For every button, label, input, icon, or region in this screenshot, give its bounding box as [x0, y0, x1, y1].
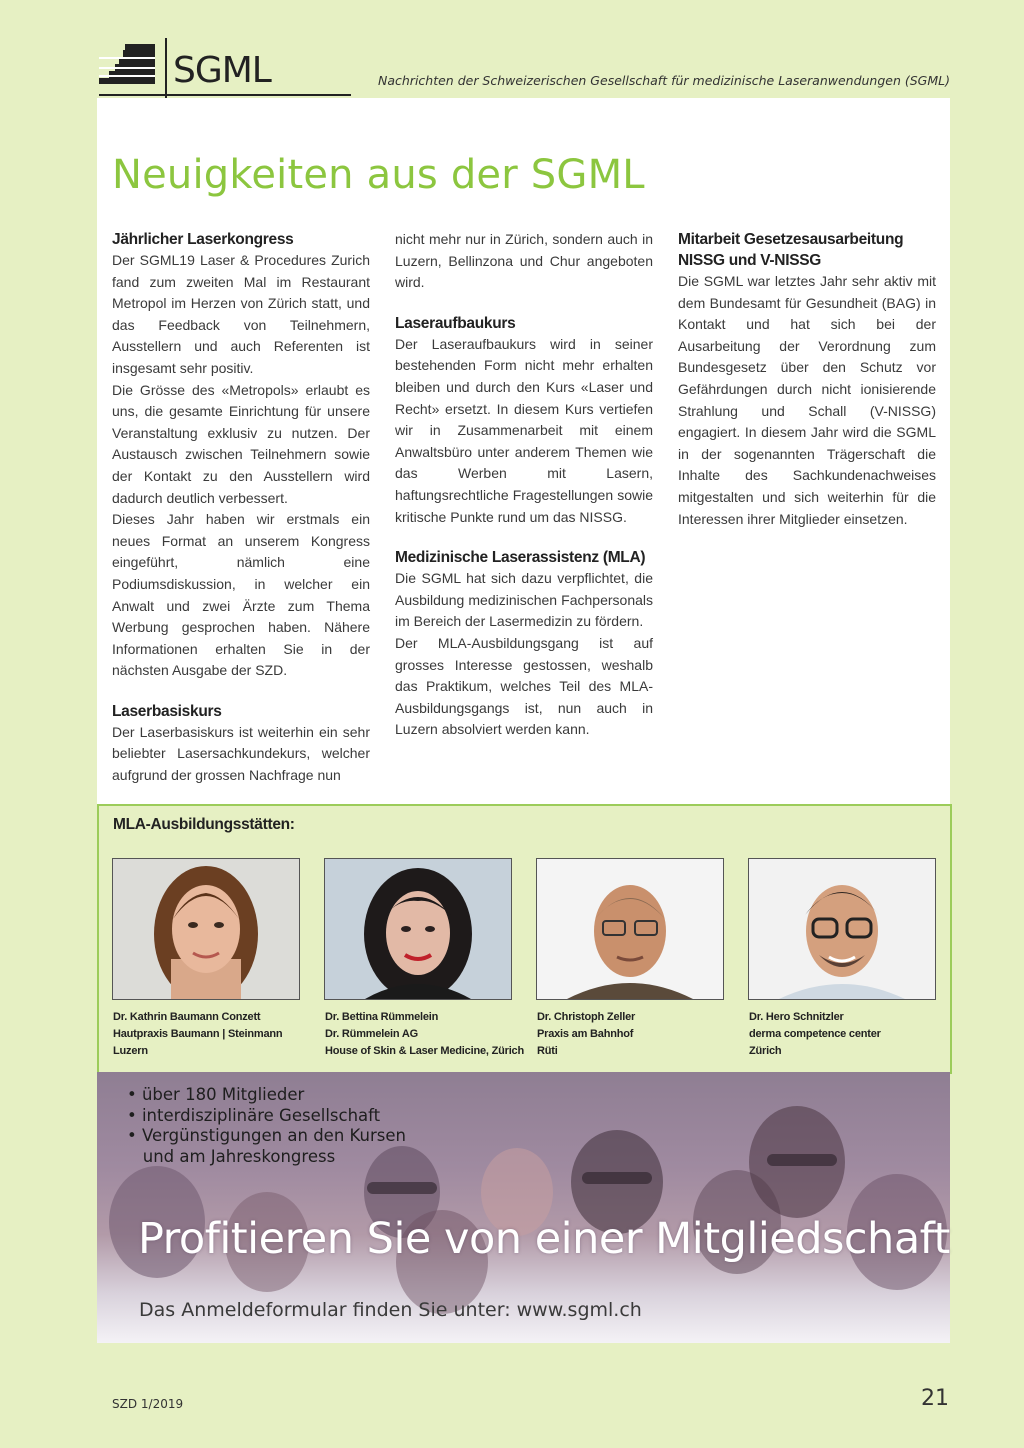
- logo-divider-horizontal: [99, 94, 351, 96]
- paragraph: Der Laseraufbaukurs wird in seiner bestehenden Form nicht mehr erhalten bleiben und durch den Kurs «Laser und Recht» ersetzt. In diesem Kurs vertiefen wir in Zusammenarbeit mit einem Anwaltsbüro unter anderem Themen wie das Werben mit Lasern, haftungsrechtliche Fragestellungen sowie kritische Punkte rund um das NISSG.: [395, 335, 653, 525]
- portrait-caption: [325, 1009, 524, 1060]
- portrait-photo: [748, 858, 936, 1000]
- caption-line: Hautpraxis Baumann | Steinmann: [113, 1028, 283, 1040]
- portrait-photo: [324, 858, 512, 1000]
- article-column-2: [395, 229, 653, 741]
- logo-steps-icon: [97, 38, 163, 94]
- caption-line: Dr. Rümmelein AG: [325, 1028, 418, 1040]
- list-item: • über 180 Mitglieder: [127, 1085, 305, 1104]
- portrait-photo: [536, 858, 724, 1000]
- page-title: Neuigkeiten aus der SGML: [112, 152, 645, 198]
- caption-line: derma competence center: [749, 1028, 881, 1040]
- portrait-caption: [113, 1009, 282, 1060]
- banner-headline: Profitieren Sie von einer Mitgliedschaft: [138, 1214, 950, 1264]
- caption-line: House of Skin & Laser Medicine, Zürich: [325, 1045, 524, 1057]
- caption-line: Praxis am Bahnhof: [537, 1028, 634, 1040]
- header-tagline: Nachrichten der Schweizerischen Gesellschaft für medizinische Laseranwendungen (SGML): [378, 73, 950, 88]
- paragraph: Die SGML war letztes Jahr sehr aktiv mit dem Bundesamt für Gesundheit (BAG) in Kontakt und hat sich bei der Ausarbeitung der Verordnung zum Bundesgesetz über den Schutz vor Gefährdungen durch nicht ionisierende Strahlung und Schall (V-NISSG) engagiert. In diesem Jahr wird die SGML in der sogenannten Trägerschaft die Inhalte des Sachkundenachweises mitgestalten und sich weiterhin für die Interessen ihrer Mitglieder einsetzen.: [678, 273, 936, 527]
- logo-text: SGML: [173, 50, 271, 91]
- page-number: 21: [921, 1386, 949, 1411]
- issue-label: SZD 1/2019: [112, 1397, 184, 1411]
- section-heading: Laseraufbaukurs: [395, 314, 516, 332]
- caption-line: Rüti: [537, 1045, 558, 1057]
- list-item: • interdisziplinäre Gesellschaft: [127, 1105, 381, 1125]
- section-heading: Laserbasiskurs: [112, 702, 222, 720]
- paragraph: nicht mehr nur in Zürich, sondern auch in Luzern, Bellinzona und Chur angeboten wird.: [395, 231, 653, 291]
- caption-line: Luzern: [113, 1045, 148, 1057]
- list-item: und am Jahreskongress: [127, 1147, 336, 1167]
- portrait-caption: [749, 1009, 881, 1060]
- article-column-3: [678, 229, 936, 530]
- list-item: • Vergünstigungen an den Kursen: [127, 1126, 406, 1146]
- article-column-1: [112, 229, 370, 787]
- caption-name: Dr. Christoph Zeller: [537, 1011, 636, 1023]
- paragraph: Der Laserbasiskurs ist weiterhin ein sehr beliebter Lasersachkundekurs, welcher aufgrund der grossen Nachfrage nun: [112, 723, 370, 784]
- paragraph: Der SGML19 Laser & Procedures Zurich fand zum zweiten Mal im Restaurant Metropol im Herzen von Zürich statt, und das Feedback von Teilnehmern, Ausstellern und auch Referenten ist insgesamt sehr positiv.: [112, 252, 370, 376]
- caption-name: Dr. Hero Schnitzler: [749, 1011, 844, 1023]
- section-heading: Medizinische Laserassistenz (MLA): [395, 549, 646, 567]
- section-heading: NISSG und V-NISSG: [678, 252, 822, 269]
- section-heading: Mitarbeit Gesetzesausarbeitung: [678, 231, 904, 248]
- portrait-caption: [537, 1009, 635, 1060]
- paragraph: Die Grösse des «Metropols» erlaubt es uns, die gesamte Einrichtung für unsere Veranstaltung exklusiv zu nutzen. Der Austausch zwischen Teilnehmern sowie der Kontakt zu den Ausstellern wird dadurch deutlich verbessert.: [112, 381, 370, 506]
- paragraph: Der MLA-Ausbildungsgang ist auf grosses Interesse gestossen, weshalb das Praktikum, welches Teil des MLA-Ausbildungsgangs ist, nun auch in Luzern absolviert werden kann.: [395, 634, 653, 738]
- paragraph: Die SGML hat sich dazu verpflichtet, die Ausbildung medizinischen Fachpersonals im Bereich der Lasermedizin zu fördern.: [395, 570, 653, 630]
- portrait-photo: [112, 858, 300, 1000]
- caption-name: Dr. Bettina Rümmelein: [325, 1011, 439, 1023]
- mla-title: MLA-Ausbildungsstätten:: [113, 816, 295, 833]
- caption-name: Dr. Kathrin Baumann Conzett: [113, 1011, 261, 1023]
- banner-subline: Das Anmeldeformular finden Sie unter: www.sgml.ch: [139, 1299, 642, 1321]
- caption-line: Zürich: [749, 1045, 782, 1057]
- benefits-list: [127, 1085, 406, 1168]
- section-heading: Jährlicher Laserkongress: [112, 231, 294, 248]
- paragraph: Dieses Jahr haben wir erstmals ein neues Format an unserem Kongress eingeführt, nämlich eine Podiumsdiskussion, in welcher ein Anwalt und zwei Ärzte zum Thema Werbung gesprochen haben. Nähere Informationen erhalten Sie in der nächsten Ausgabe der SZD.: [112, 511, 370, 679]
